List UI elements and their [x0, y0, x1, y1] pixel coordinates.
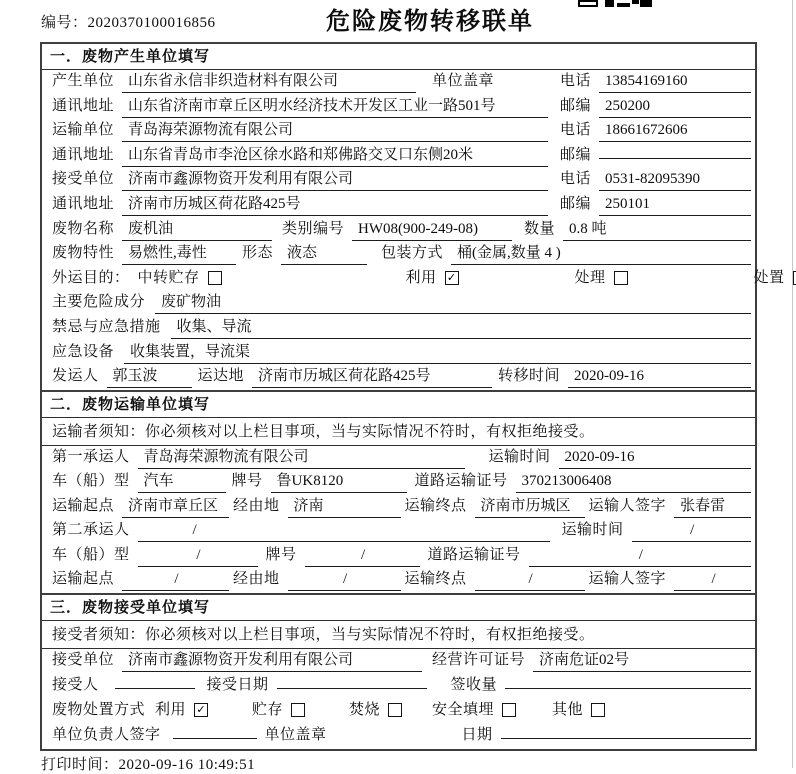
row-transport-unit [42, 119, 755, 144]
disposal-storage-checkbox-label: 贮存 [252, 701, 284, 718]
purpose-dispose-checkbox-label: 处置 [753, 269, 785, 286]
producer-phone-label: 电话 [559, 73, 591, 89]
section-producer-title: 一．废物产生单位填写 [42, 44, 755, 70]
consignor-label: 发运人 [52, 368, 99, 385]
purpose-transit-storage-checkbox-label: 中转贮存 [137, 269, 200, 286]
permit-no-label: 经营许可证号 [432, 651, 526, 668]
row-first-carrier [42, 446, 755, 471]
producer-unit-label: 产生单位 [52, 73, 115, 89]
transport-phone-value: 18661672606 [599, 119, 751, 142]
first-destination-value: 济南市历城区 [475, 495, 585, 518]
waste-form-label: 形态 [242, 245, 274, 262]
transfer-date-label: 转移时间 [498, 368, 561, 385]
disposal-landfill-checkbox [432, 699, 552, 721]
accept-date-value [277, 688, 427, 689]
row-second-vehicle [42, 544, 755, 569]
purpose-transit-storage-checkbox [138, 267, 406, 289]
transfer-date-value: 2020-09-16 [568, 365, 751, 388]
disposal-other-checkbox [552, 699, 605, 721]
accept-person-label: 接受人 [52, 676, 99, 693]
row-emergency-equipment [42, 341, 755, 366]
transport-unit-value: 青岛海荣源物流有限公司 [122, 119, 548, 142]
row-waste-name [42, 218, 755, 243]
second-plate-value: / [305, 544, 420, 567]
row-transfer-purpose [42, 267, 785, 292]
responsible-signature-value [173, 738, 257, 739]
second-via-label: 经由地 [233, 571, 280, 588]
producer-address-value: 山东省济南市章丘区明水经济技术开发区工业一路501号 [122, 95, 548, 118]
row-responsible-signature [42, 724, 755, 749]
row-transport-address [42, 144, 755, 169]
permit-no-value: 济南危证02号 [533, 649, 751, 672]
section-receiver-note: 接受者须知：你必须核对以上栏目事项，当与实际情况不符时，有权拒绝接受。 [42, 621, 755, 649]
disposal-other-checkbox-label: 其他 [552, 701, 584, 718]
first-plate-value: 鲁UK8120 [271, 470, 407, 493]
producer-phone-value: 13854169160 [599, 70, 751, 93]
qr-block [632, 0, 639, 4]
producer-unit-value: 山东省永信非织造材料有限公司 [122, 70, 416, 93]
destination-value: 济南市历城区荷花路425号 [252, 365, 492, 388]
first-carrier-label: 第一承运人 [52, 448, 130, 465]
second-origin-value: / [122, 568, 229, 591]
disposal-storage-checkbox [252, 699, 349, 721]
purpose-utilize-checkbox-label: 利用 [405, 269, 437, 286]
second-destination-label: 运输终点 [404, 571, 467, 588]
accept-date-label: 接受日期 [206, 676, 269, 693]
first-via-value: 济南 [288, 495, 401, 518]
purpose-transit-storage-checkbox-icon [208, 271, 222, 285]
accept-unit-label: 接受单位 [52, 651, 115, 668]
waste-qty-value: 0.8 吨 [563, 218, 751, 241]
second-origin-label: 运输起点 [52, 571, 115, 588]
hazard-components-value: 废矿物油 [155, 291, 751, 314]
second-vehicle-type-label: 车（船）型 [52, 546, 130, 563]
producer-seal-label: 单位盖章 [432, 73, 495, 89]
second-transport-date-value: / [632, 519, 751, 542]
second-signature-value: / [674, 568, 751, 591]
serial-number [41, 11, 216, 32]
transfer-purpose-label: 外运目的： [52, 269, 130, 286]
receiver-zip-value: 250101 [599, 193, 751, 216]
first-signature-value: 张春雷 [674, 495, 751, 518]
first-carrier-value: 青岛海荣源物流有限公司 [138, 446, 465, 469]
date-label: 日期 [461, 726, 493, 743]
row-second-carrier [42, 519, 755, 544]
emergency-measures-value: 收集、导流 [171, 316, 751, 339]
row-waste-traits [42, 242, 755, 267]
second-destination-value: / [475, 568, 585, 591]
serial-value: 2020370100016856 [87, 15, 216, 31]
emergency-measures-label: 禁忌与应急措施 [52, 318, 161, 335]
transport-address-label: 通讯地址 [52, 146, 115, 163]
waste-name-label: 废物名称 [52, 220, 115, 237]
receiver-address-label: 通讯地址 [52, 195, 115, 212]
purpose-dispose-checkbox-icon [793, 271, 796, 285]
purpose-treat-checkbox-icon [614, 271, 628, 285]
disposal-utilize-checkbox-icon: ✓ [194, 703, 208, 717]
first-transport-date-value: 2020-09-16 [559, 446, 751, 469]
producer-zip-label: 邮编 [559, 97, 591, 114]
section-transporter [42, 390, 755, 593]
transport-zip-label: 邮编 [559, 146, 591, 163]
receiver-phone-value: 0531-82095390 [599, 168, 751, 191]
row-producer-address [42, 95, 755, 120]
first-origin-value: 济南市章丘区 [122, 495, 229, 518]
print-time-label: 打印时间： [41, 757, 119, 773]
qr-block [617, 3, 630, 7]
second-signature-label: 运输人签字 [588, 571, 667, 588]
unit-seal-label: 单位盖章 [264, 726, 327, 743]
second-vehicle-type-value: / [138, 544, 258, 567]
row-disposal-method [42, 699, 755, 724]
second-carrier-value: / [138, 519, 550, 542]
qr-block [640, 0, 652, 7]
receiver-address-value: 济南市历城区荷花路425号 [122, 193, 548, 216]
page-edge [792, 0, 793, 768]
packaging-label: 包装方式 [381, 245, 444, 262]
waste-name-value: 废机油 [122, 218, 272, 241]
second-carrier-label: 第二承运人 [52, 522, 130, 539]
qr-block [605, 0, 614, 7]
transport-address-value: 山东省青岛市李沧区徐水路和郑佛路交叉口东侧20米 [122, 144, 548, 167]
emergency-equipment-value: 收集装置，导流渠 [124, 341, 751, 364]
second-via-value: / [288, 568, 401, 591]
disposal-method-label: 废物处置方式 [52, 701, 146, 718]
first-road-permit-value: 370213006408 [516, 470, 751, 493]
waste-code-value: HW08(900-249-08) [352, 218, 512, 241]
receiver-zip-label: 邮编 [559, 195, 591, 212]
first-origin-label: 运输起点 [52, 497, 115, 514]
consignor-value: 郭玉波 [107, 365, 192, 388]
purpose-treat-checkbox-label: 处理 [574, 269, 606, 286]
first-vehicle-type-value: 汽车 [138, 470, 226, 493]
first-signature-label: 运输人签字 [588, 497, 667, 514]
first-via-label: 经由地 [233, 497, 280, 514]
second-road-permit-label: 道路运输证号 [427, 546, 521, 563]
waste-traits-value: 易燃性,毒性 [122, 242, 236, 265]
row-accept-unit [42, 649, 755, 674]
print-time-value: 2020-09-16 10:49:51 [118, 757, 256, 773]
qr-block [578, 0, 598, 7]
accept-person-value [115, 688, 195, 689]
disposal-incinerate-checkbox-icon [388, 703, 402, 717]
second-plate-label: 牌号 [265, 546, 297, 563]
row-hazard-components [42, 291, 755, 316]
row-consignor [42, 365, 755, 390]
accept-unit-value: 济南市鑫源物资开发利用有限公司 [122, 649, 422, 672]
transport-unit-label: 运输单位 [52, 122, 115, 139]
receiver-phone-label: 电话 [559, 171, 591, 188]
disposal-utilize-checkbox-label: 利用 [155, 701, 187, 718]
second-transport-date-label: 运输时间 [561, 522, 624, 539]
disposal-incinerate-checkbox-label: 焚烧 [349, 701, 381, 718]
producer-zip-value: 250200 [599, 95, 751, 118]
transport-phone-label: 电话 [559, 122, 591, 139]
purpose-dispose-checkbox [754, 267, 796, 289]
section-transporter-title: 二．废物运输单位填写 [42, 392, 755, 418]
destination-label: 运达地 [197, 368, 245, 385]
disposal-landfill-checkbox-label: 安全填埋 [432, 701, 495, 718]
disposal-storage-checkbox-icon [291, 703, 305, 717]
section-producer [42, 44, 785, 390]
first-road-permit-label: 道路运输证号 [414, 473, 508, 490]
qr-code-fragment [578, 0, 652, 8]
emergency-equipment-label: 应急设备 [52, 343, 115, 360]
received-qty-label: 签收量 [450, 676, 498, 693]
disposal-other-checkbox-icon [591, 703, 605, 717]
first-vehicle-type-label: 车（船）型 [52, 473, 130, 490]
first-destination-label: 运输终点 [404, 497, 467, 514]
section-receiver-title: 三．废物接受单位填写 [42, 595, 755, 621]
packaging-value: 桶(金属,数量 4 ) [451, 242, 751, 265]
manifest-form [40, 42, 785, 751]
row-producer-unit [42, 70, 755, 95]
section-receiver [42, 593, 755, 749]
row-second-route [42, 568, 755, 593]
transport-zip-value [599, 158, 751, 159]
disposal-utilize-checkbox [155, 699, 252, 721]
row-emergency-measures [42, 316, 755, 341]
first-plate-label: 牌号 [231, 473, 263, 490]
print-time [41, 753, 255, 774]
section-transporter-note: 运输者须知：你必须核对以上栏目事项，当与实际情况不符时，有权拒绝接受。 [42, 418, 755, 446]
purpose-utilize-checkbox [406, 267, 575, 289]
waste-form-value: 液态 [281, 242, 367, 265]
receiver-unit-value: 济南市鑫源物资开发利用有限公司 [122, 168, 548, 191]
row-receiver-unit [42, 168, 755, 193]
disposal-incinerate-checkbox [349, 699, 432, 721]
row-accept-person [42, 674, 755, 699]
serial-label: 编号： [41, 15, 88, 31]
purpose-utilize-checkbox-icon: ✓ [445, 271, 459, 285]
waste-qty-label: 数量 [524, 220, 556, 237]
date-value [501, 738, 751, 739]
row-first-vehicle [42, 470, 755, 495]
responsible-signature-label: 单位负责人签字 [52, 726, 161, 743]
receiver-unit-label: 接受单位 [52, 171, 115, 188]
waste-code-label: 类别编号 [282, 220, 345, 237]
hazard-components-label: 主要危险成分 [52, 294, 146, 311]
purpose-treat-checkbox [575, 267, 754, 289]
disposal-landfill-checkbox-icon [502, 703, 516, 717]
received-qty-value [505, 688, 751, 689]
producer-address-label: 通讯地址 [52, 97, 115, 114]
row-first-route [42, 495, 755, 520]
page-title: 危险废物转移联单 [326, 8, 534, 35]
first-transport-date-label: 运输时间 [488, 448, 551, 465]
second-road-permit-value: / [529, 544, 751, 567]
row-receiver-address [42, 193, 755, 218]
waste-traits-label: 废物特性 [52, 245, 115, 262]
